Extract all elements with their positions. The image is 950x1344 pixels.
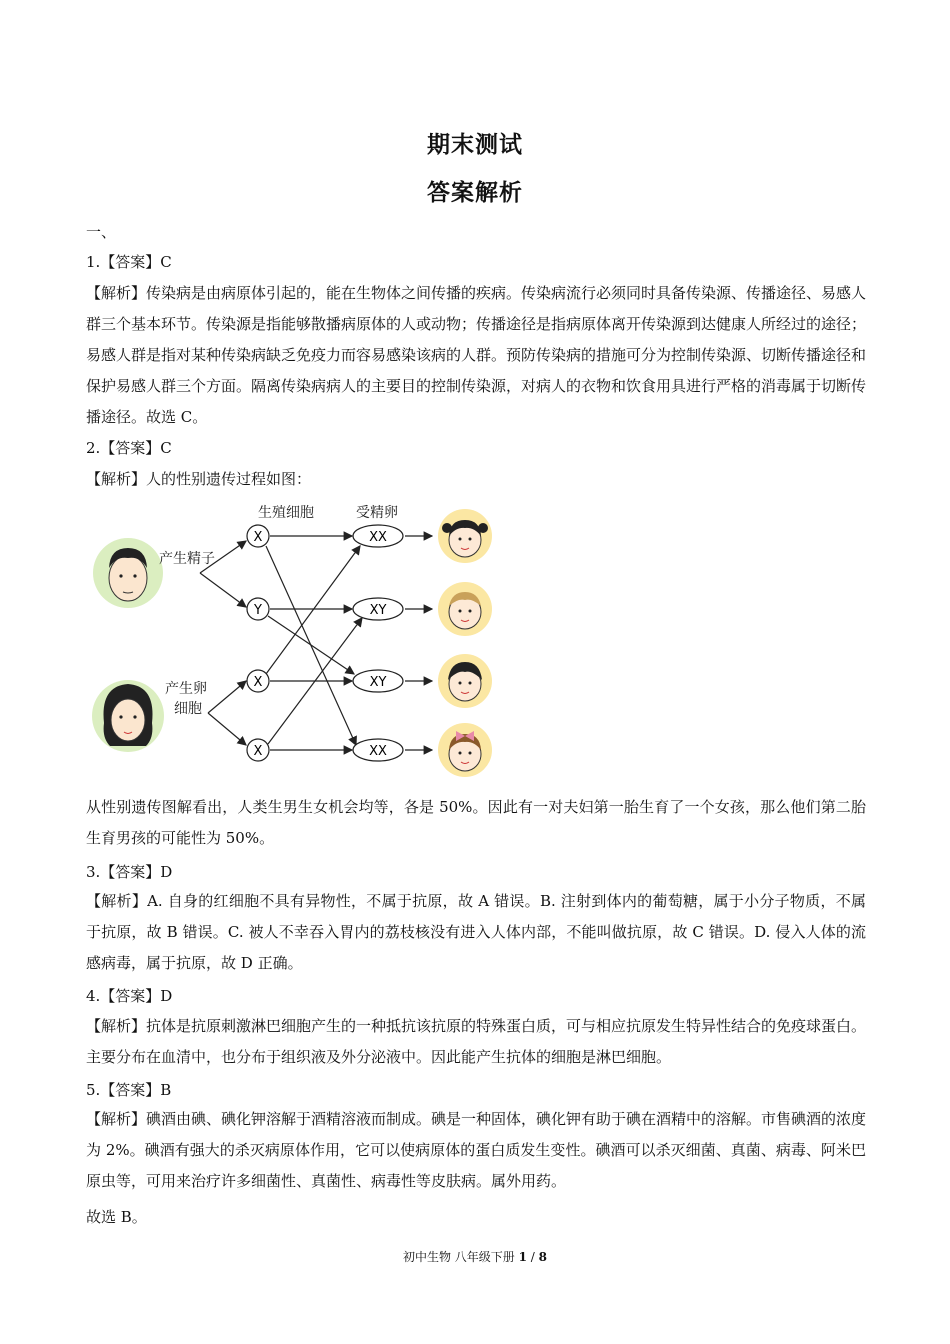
svg-text:XY: XY	[369, 675, 387, 690]
sperm-x	[247, 525, 269, 547]
zygote-xx-2	[353, 739, 403, 761]
germ-cells-label: 生殖细胞	[258, 505, 314, 521]
zygote-label: 受精卵	[356, 505, 398, 521]
q3-analysis: 【解析】A. 自身的红细胞不具有异物性，不属于抗原，故 A 错误。B. 注射到体内的葡萄糖，属于小分子物质，不属于抗原，故 B 错误。C. 被人不幸吞入胃内的荔枝核没有进入人体内部，不能叫做抗原，故 C 错误。D. 侵入人体的流感病毒，属于抗原，故 D 正确。	[86, 892, 866, 972]
svg-text:XY: XY	[369, 603, 387, 618]
page-title: 期末测试	[427, 131, 523, 158]
section-heading: 一、	[86, 223, 117, 241]
zygote-xy-2	[353, 670, 403, 692]
girl-face-icon	[438, 509, 492, 563]
zygote-to-child-arrows	[405, 536, 432, 750]
sperm-label: 产生精子	[159, 551, 215, 567]
footer-separator: /	[530, 1250, 535, 1264]
boy-face-icon	[438, 582, 492, 636]
gamete-to-zygote-arrows	[266, 536, 362, 750]
footer-total-pages: 8	[538, 1250, 548, 1264]
svg-text:X: X	[253, 744, 263, 759]
egg-x-2	[247, 739, 269, 761]
q2-analysis-intro: 【解析】人的性别遗传过程如图：	[86, 470, 312, 488]
q1-analysis: 【解析】传染病是由病原体引起的，能在生物体之间传播的疾病。传染病流行必须同时具备传染源、传播途径、易感人群三个基本环节。传染源是指能够散播病原体的人或动物；传播途径是指病原体离开传染源到达健康人所经过的途径；易感人群是指对某种传染病缺乏免疫力而容易感染该病的人群。预防传染病的措施可分为控制传染源、切断传播途径和保护易感人群三个方面。隔离传染病病人的主要目的控制传染源，对病人的衣物和饮食用具进行严格的消毒属于切断传播途径。故选 C。	[86, 284, 867, 426]
father-face-icon	[93, 538, 163, 608]
q4-analysis: 【解析】抗体是抗原刺激淋巴细胞产生的一种抵抗该抗原的特殊蛋白质，可与相应抗原发生特异性结合的免疫球蛋白。主要分布在血清中，也分布于组织液及外分泌液中。因此能产生抗体的细胞是淋巴细胞。	[86, 1017, 867, 1066]
q1-answer: 1.【答案】C	[86, 253, 172, 271]
q3-answer: 3.【答案】D	[86, 863, 173, 881]
zygote-xx-1	[353, 525, 403, 547]
svg-text:X: X	[253, 530, 263, 545]
footer-course: 初中生物 八年级下册	[402, 1250, 515, 1264]
q2-answer: 2.【答案】C	[86, 439, 172, 457]
mother-face-icon	[92, 680, 164, 752]
svg-text:XX: XX	[369, 530, 387, 545]
egg-label-2: 细胞	[174, 701, 202, 717]
q5-analysis: 【解析】碘酒由碘、碘化钾溶解于酒精溶液而制成。碘是一种固体，碘化钾有助于碘在酒精中的溶解。市售碘酒的浓度为 2%。碘酒有强大的杀灭病原体作用，它可以使病原体的蛋白质发生变性。碘酒可以杀灭细菌、真菌、病毒、阿米巴原虫等，可用来治疗许多细菌性、真菌性、病毒性等皮肤病。属外用药。	[86, 1110, 867, 1190]
q5-conclusion: 故选 B。	[86, 1208, 147, 1226]
svg-text:Y: Y	[254, 603, 262, 618]
girl-face-icon-2	[438, 723, 492, 777]
parent-to-gamete-arrows	[200, 541, 246, 745]
svg-text:X: X	[253, 675, 263, 690]
svg-text:XX: XX	[369, 744, 387, 759]
sex-inheritance-diagram	[90, 498, 500, 788]
boy-face-icon-2	[438, 654, 492, 708]
footer-page-number: 1	[518, 1250, 527, 1264]
egg-x-1	[247, 670, 269, 692]
q2-analysis-after: 从性别遗传图解看出，人类生男生女机会均等，各是 50%。因此有一对夫妇第一胎生育了一个女孩，那么他们第二胎生育男孩的可能性为 50%。	[86, 798, 866, 847]
zygote-xy-1	[353, 598, 403, 620]
page-subtitle: 答案解析	[427, 179, 523, 206]
q4-answer: 4.【答案】D	[86, 987, 173, 1005]
sperm-y	[247, 598, 269, 620]
page-footer	[0, 1248, 950, 1265]
egg-label-1: 产生卵	[165, 681, 207, 697]
q5-answer: 5.【答案】B	[86, 1081, 172, 1099]
